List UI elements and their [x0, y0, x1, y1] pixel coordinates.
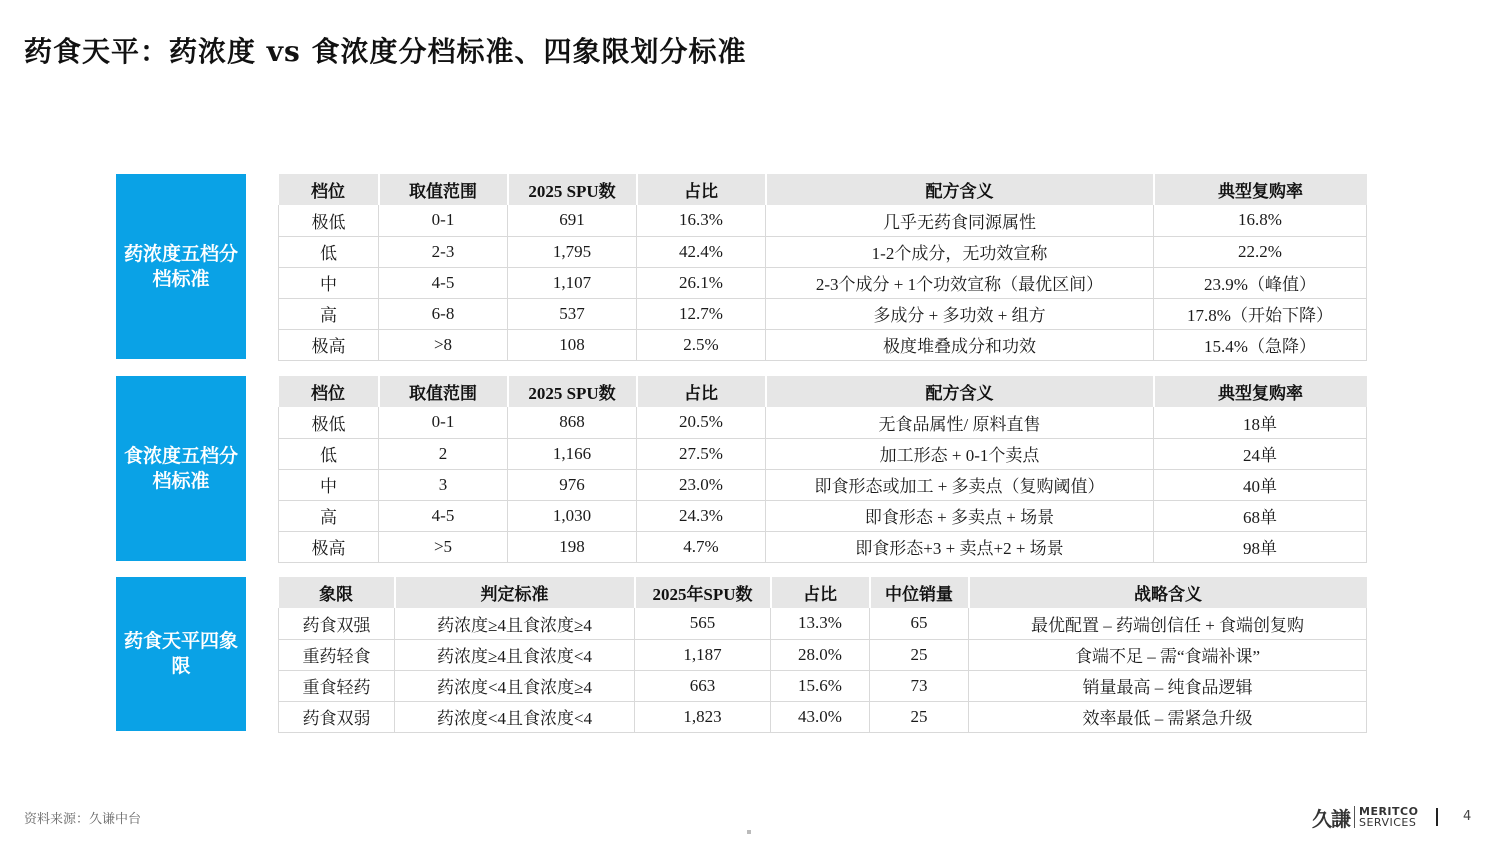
column-header: 取值范围 — [379, 174, 508, 205]
table-cell: 98单 — [1154, 531, 1367, 562]
table-cell: 药食双强 — [279, 608, 395, 639]
table-cell: 13.3% — [771, 608, 870, 639]
table-row — [279, 298, 1367, 329]
column-header: 2025 SPU数 — [508, 174, 637, 205]
table-cell: 多成分 + 多功效 + 组方 — [766, 298, 1154, 329]
table-cell: 1-2个成分，无功效宣称 — [766, 236, 1154, 267]
table-cell: 食端不足 – 需“食端补课” — [969, 639, 1367, 670]
meritco-logo — [1312, 804, 1418, 830]
table-cell: 42.4% — [637, 236, 766, 267]
table-cell: 691 — [508, 205, 637, 236]
column-header: 档位 — [279, 376, 379, 407]
table-cell: 24.3% — [637, 500, 766, 531]
drug-concentration-table — [278, 174, 1367, 361]
section-label-food-concentration: 食浓度五档分档标准 — [116, 376, 246, 561]
food-concentration-table — [278, 376, 1367, 563]
table-cell: 22.2% — [1154, 236, 1367, 267]
table-cell: 药浓度<4且食浓度≥4 — [395, 670, 635, 701]
column-header: 典型复购率 — [1154, 174, 1367, 205]
table-cell: 565 — [635, 608, 771, 639]
table-row — [279, 608, 1367, 639]
table-cell: 24单 — [1154, 438, 1367, 469]
table-cell: 1,107 — [508, 267, 637, 298]
table-cell: 868 — [508, 407, 637, 438]
table-cell: 1,166 — [508, 438, 637, 469]
column-header: 档位 — [279, 174, 379, 205]
table-cell: 6-8 — [379, 298, 508, 329]
table-cell: 1,795 — [508, 236, 637, 267]
table-cell: 537 — [508, 298, 637, 329]
table-cell: 极度堆叠成分和功效 — [766, 329, 1154, 360]
table-cell: 0-1 — [379, 205, 508, 236]
table-cell: >5 — [379, 531, 508, 562]
table-cell: 2-3个成分 + 1个功效宣称（最优区间） — [766, 267, 1154, 298]
table-row — [279, 639, 1367, 670]
table-row — [279, 236, 1367, 267]
table-row — [279, 407, 1367, 438]
table-row — [279, 469, 1367, 500]
column-header: 战略含义 — [969, 577, 1367, 608]
column-header: 典型复购率 — [1154, 376, 1367, 407]
table-cell: 药浓度≥4且食浓度≥4 — [395, 608, 635, 639]
table-cell: 极低 — [279, 205, 379, 236]
table-cell: 中 — [279, 267, 379, 298]
table-cell: 1,030 — [508, 500, 637, 531]
table-cell: 43.0% — [771, 701, 870, 732]
table-cell: 效率最低 – 需紧急升级 — [969, 701, 1367, 732]
column-header: 占比 — [637, 174, 766, 205]
table-cell: 最优配置 – 药端创信任 + 食端创复购 — [969, 608, 1367, 639]
table-cell: 销量最高 – 纯食品逻辑 — [969, 670, 1367, 701]
table-cell: 18单 — [1154, 407, 1367, 438]
logo-english-text — [1354, 806, 1418, 828]
column-header: 中位销量 — [870, 577, 969, 608]
table-cell: 极高 — [279, 531, 379, 562]
page-separator — [1436, 808, 1438, 826]
table-cell: 15.6% — [771, 670, 870, 701]
table-header-row — [279, 376, 1367, 407]
table-cell: 25 — [870, 701, 969, 732]
table-cell: 40单 — [1154, 469, 1367, 500]
section-label-drug-concentration: 药浓度五档分档标准 — [116, 174, 246, 359]
column-header: 配方含义 — [766, 376, 1154, 407]
table-cell: 198 — [508, 531, 637, 562]
table-cell: 1,187 — [635, 639, 771, 670]
table-cell: 几乎无药食同源属性 — [766, 205, 1154, 236]
table-cell: 976 — [508, 469, 637, 500]
table-cell: 663 — [635, 670, 771, 701]
table-cell: 即食形态 + 多卖点 + 场景 — [766, 500, 1154, 531]
table-cell: 低 — [279, 236, 379, 267]
table-cell: 药浓度≥4且食浓度<4 — [395, 639, 635, 670]
table-cell: 2 — [379, 438, 508, 469]
table-row — [279, 531, 1367, 562]
table-cell: 12.7% — [637, 298, 766, 329]
table-cell: 16.3% — [637, 205, 766, 236]
column-header: 判定标准 — [395, 577, 635, 608]
table-cell: 无食品属性/ 原料直售 — [766, 407, 1154, 438]
table-cell: 0-1 — [379, 407, 508, 438]
table-cell: 16.8% — [1154, 205, 1367, 236]
table-cell: 重药轻食 — [279, 639, 395, 670]
page-title: 药食天平：药浓度 vs 食浓度分档标准、四象限划分标准 — [24, 35, 747, 68]
table-cell: 4.7% — [637, 531, 766, 562]
table-cell: 即食形态或加工 + 多卖点（复购阈值） — [766, 469, 1154, 500]
table-cell: 20.5% — [637, 407, 766, 438]
table-row — [279, 670, 1367, 701]
table-row — [279, 701, 1367, 732]
table-cell: 4-5 — [379, 267, 508, 298]
table-row — [279, 438, 1367, 469]
table-cell: 2-3 — [379, 236, 508, 267]
table-row — [279, 329, 1367, 360]
table-cell: 68单 — [1154, 500, 1367, 531]
table-cell: 药食双弱 — [279, 701, 395, 732]
logo-line-2: SERVICES — [1359, 816, 1417, 829]
table-cell: 低 — [279, 438, 379, 469]
table-cell: 108 — [508, 329, 637, 360]
page-number: 4 — [1463, 809, 1472, 824]
column-header: 象限 — [279, 577, 395, 608]
source-note: 资料来源：久谦中台 — [24, 812, 142, 827]
table-cell: 28.0% — [771, 639, 870, 670]
table-cell: 17.8%（开始下降） — [1154, 298, 1367, 329]
table-cell: 65 — [870, 608, 969, 639]
table-cell: 2.5% — [637, 329, 766, 360]
table-cell: 73 — [870, 670, 969, 701]
table-cell: 23.0% — [637, 469, 766, 500]
quadrant-table — [278, 577, 1367, 733]
table-cell: 4-5 — [379, 500, 508, 531]
table-cell: >8 — [379, 329, 508, 360]
table-cell: 极高 — [279, 329, 379, 360]
column-header: 取值范围 — [379, 376, 508, 407]
table-header-row — [279, 577, 1367, 608]
table-cell: 重食轻药 — [279, 670, 395, 701]
table-cell: 加工形态 + 0-1个卖点 — [766, 438, 1154, 469]
table-cell: 药浓度<4且食浓度<4 — [395, 701, 635, 732]
table-cell: 23.9%（峰值） — [1154, 267, 1367, 298]
column-header: 占比 — [771, 577, 870, 608]
section-label-quadrant: 药食天平四象限 — [116, 577, 246, 731]
column-header: 2025年SPU数 — [635, 577, 771, 608]
table-cell: 3 — [379, 469, 508, 500]
table-cell: 26.1% — [637, 267, 766, 298]
table-row — [279, 205, 1367, 236]
logo-line-1: MERITCO — [1359, 805, 1419, 818]
column-header: 2025 SPU数 — [508, 376, 637, 407]
table-cell: 高 — [279, 298, 379, 329]
table-cell: 25 — [870, 639, 969, 670]
logo-chinese-text: 久謙 — [1312, 806, 1350, 831]
slide-marker — [747, 830, 751, 834]
table-row — [279, 267, 1367, 298]
table-cell: 1,823 — [635, 701, 771, 732]
table-cell: 极低 — [279, 407, 379, 438]
table-row — [279, 500, 1367, 531]
table-cell: 高 — [279, 500, 379, 531]
column-header: 占比 — [637, 376, 766, 407]
table-cell: 27.5% — [637, 438, 766, 469]
table-cell: 中 — [279, 469, 379, 500]
table-cell: 即食形态+3 + 卖点+2 + 场景 — [766, 531, 1154, 562]
table-cell: 15.4%（急降） — [1154, 329, 1367, 360]
table-header-row — [279, 174, 1367, 205]
column-header: 配方含义 — [766, 174, 1154, 205]
